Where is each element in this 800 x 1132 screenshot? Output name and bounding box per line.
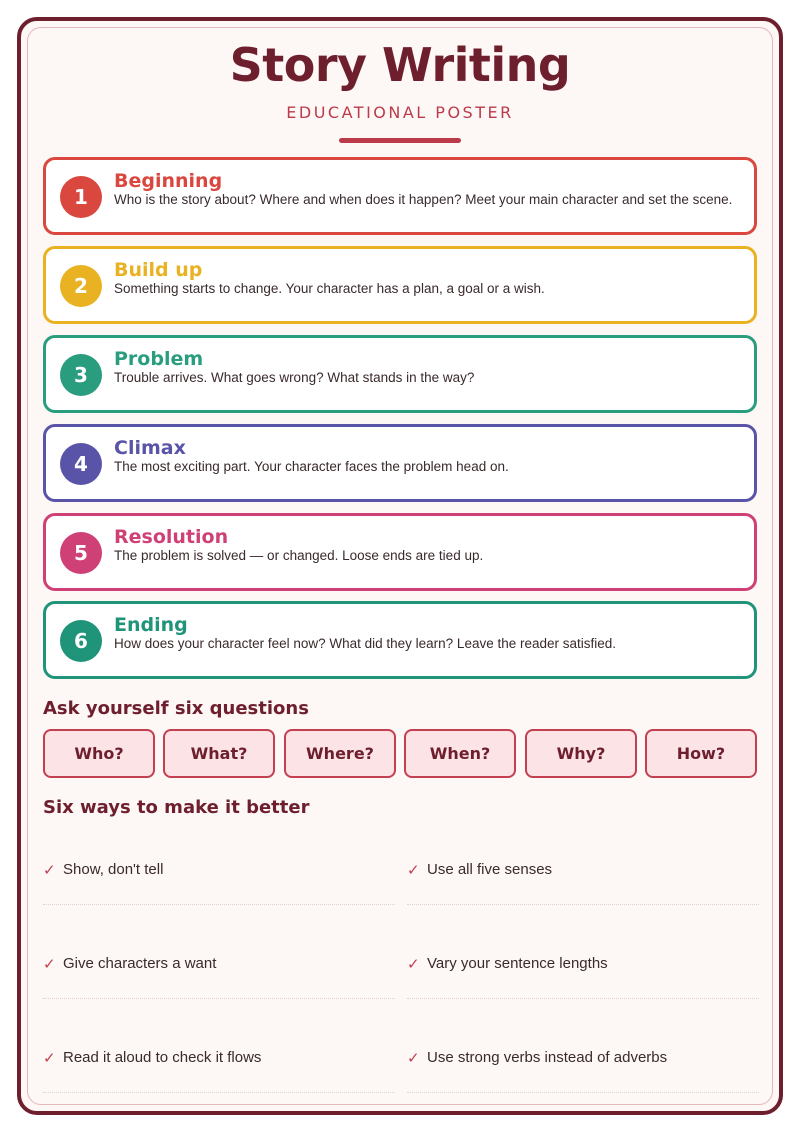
step-card-climax bbox=[43, 424, 757, 502]
step-description: How does your character feel now? What did they learn? Leave the reader satisfied. bbox=[114, 636, 617, 651]
step-description: The problem is solved — or changed. Loose ends are tied up. bbox=[114, 548, 484, 563]
step-title: Climax bbox=[114, 437, 186, 459]
question-who: Who? bbox=[43, 729, 155, 778]
tip-item bbox=[43, 861, 395, 905]
step-description: Trouble arrives. What goes wrong? What stands in the way? bbox=[114, 370, 475, 385]
question-where: Where? bbox=[284, 729, 396, 778]
step-description: Something starts to change. Your character has a plan, a goal or a wish. bbox=[114, 281, 545, 296]
step-card-resolution bbox=[43, 513, 757, 591]
questions-heading: Ask yourself six questions bbox=[43, 698, 309, 719]
step-title: Beginning bbox=[114, 170, 223, 192]
step-number-badge: 3 bbox=[60, 354, 102, 396]
step-card-beginning bbox=[43, 157, 757, 235]
question-when: When? bbox=[404, 729, 516, 778]
tip-text: Show, don't tell bbox=[63, 861, 164, 878]
check-icon: ✓ bbox=[407, 1049, 420, 1067]
tip-text: Use all five senses bbox=[427, 861, 553, 878]
step-number-badge: 1 bbox=[60, 176, 102, 218]
step-number-badge: 5 bbox=[60, 532, 102, 574]
question-why: Why? bbox=[525, 729, 637, 778]
check-icon: ✓ bbox=[43, 1049, 56, 1067]
page-title: Story Writing bbox=[229, 38, 571, 92]
question-what: What? bbox=[163, 729, 275, 778]
check-icon: ✓ bbox=[43, 861, 56, 879]
step-description: Who is the story about? Where and when does it happen? Meet your main character and set the scene. bbox=[114, 192, 733, 207]
step-number-badge: 2 bbox=[60, 265, 102, 307]
check-icon: ✓ bbox=[407, 861, 420, 879]
tip-item bbox=[43, 1049, 395, 1093]
step-title: Resolution bbox=[114, 526, 229, 548]
step-title: Problem bbox=[114, 348, 204, 370]
step-number-badge: 4 bbox=[60, 443, 102, 485]
tip-item bbox=[407, 1049, 759, 1093]
tip-item bbox=[407, 861, 759, 905]
tip-text: Give characters a want bbox=[63, 955, 217, 972]
step-card-build-up bbox=[43, 246, 757, 324]
tip-item bbox=[43, 955, 395, 999]
check-icon: ✓ bbox=[43, 955, 56, 973]
step-title: Build up bbox=[114, 259, 203, 281]
tip-text: Vary your sentence lengths bbox=[427, 955, 608, 972]
tips-heading: Six ways to make it better bbox=[43, 797, 310, 818]
tip-item bbox=[407, 955, 759, 999]
step-number-badge: 6 bbox=[60, 620, 102, 662]
tip-text: Read it aloud to check it flows bbox=[63, 1049, 262, 1066]
page-subtitle: EDUCATIONAL POSTER bbox=[286, 103, 514, 122]
step-title: Ending bbox=[114, 614, 188, 636]
step-card-ending bbox=[43, 601, 757, 679]
question-how: How? bbox=[645, 729, 757, 778]
check-icon: ✓ bbox=[407, 955, 420, 973]
step-description: The most exciting part. Your character faces the problem head on. bbox=[114, 459, 509, 474]
title-divider bbox=[339, 138, 461, 143]
step-card-problem bbox=[43, 335, 757, 413]
tip-text: Use strong verbs instead of adverbs bbox=[427, 1049, 668, 1066]
